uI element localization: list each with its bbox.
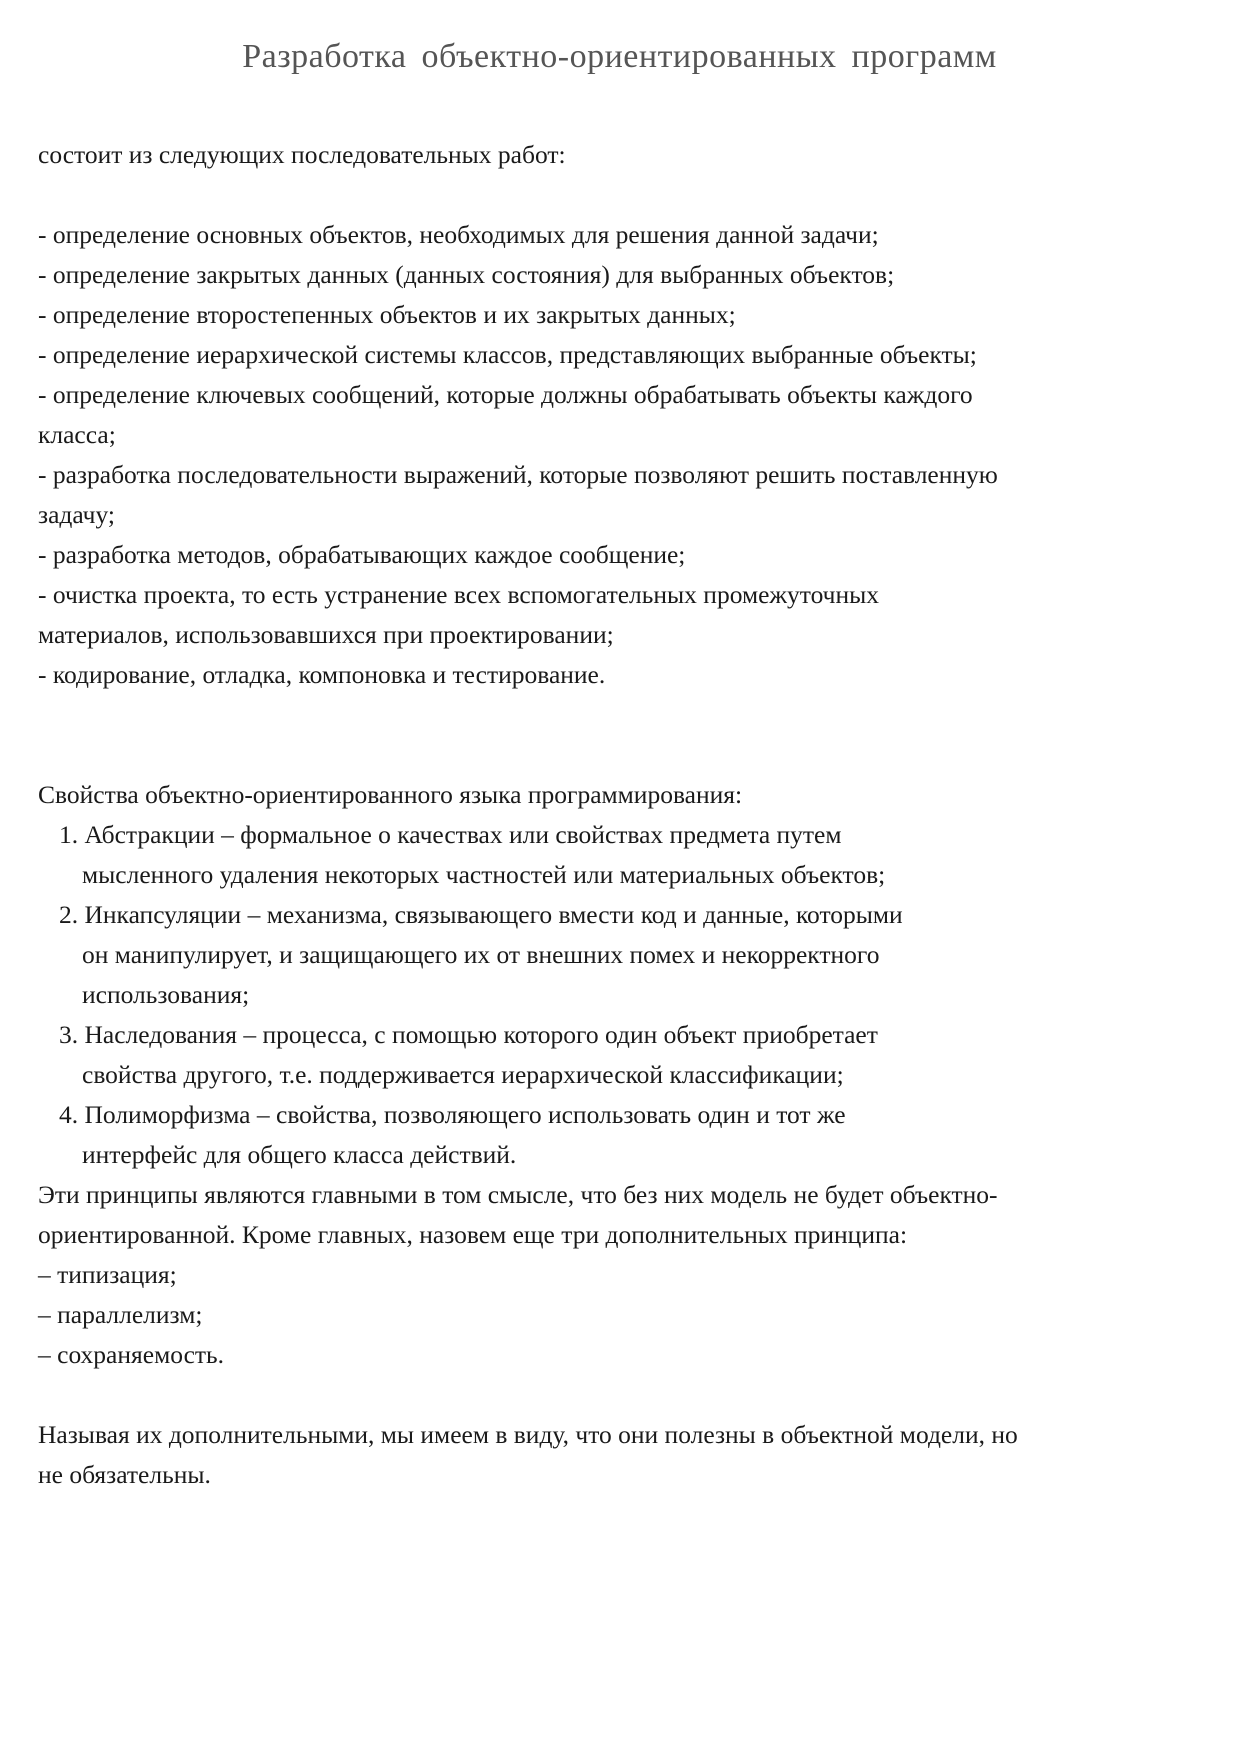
principles-line: ориентированной. Кроме главных, назовем еще три дополнительных принципа: xyxy=(38,1220,908,1249)
conclusion-line: не обязательны. xyxy=(38,1460,211,1489)
spacer xyxy=(38,695,1208,775)
property-line: 1. Абстракции – формальное о качествах или свойствах предмета путем xyxy=(59,820,842,849)
conclusion-block xyxy=(38,1415,1208,1495)
properties-heading: Свойства объектно-ориентированного языка программирования: xyxy=(38,780,743,809)
property-line: интерфейс для общего класса действий. xyxy=(82,1140,517,1169)
property-line: 2. Инкапсуляции – механизма, связывающего вмести код и данные, которыми xyxy=(59,900,903,929)
spacer xyxy=(38,1375,1208,1415)
step-line: задачу; xyxy=(38,500,115,529)
property-line: он манипулирует, и защищающего их от внешних помех и некорректного xyxy=(82,940,880,969)
principles-line: – типизация; xyxy=(38,1260,177,1289)
step-line: - определение второстепенных объектов и их закрытых данных; xyxy=(38,300,736,329)
intro-text: состоит из следующих последовательных работ: xyxy=(38,140,566,169)
step-line: - определение иерархической системы классов, представляющих выбранные объекты; xyxy=(38,340,977,369)
property-line: мысленного удаления некоторых частностей или материальных объектов; xyxy=(82,860,886,889)
property-line: свойства другого, т.е. поддерживается иерархической классификации; xyxy=(82,1060,844,1089)
page-title: Разработка объектно-ориентированных программ xyxy=(242,38,997,75)
spacer xyxy=(38,175,1208,215)
step-line: класса; xyxy=(38,420,116,449)
conclusion-line: Называя их дополнительными, мы имеем в виду, что они полезны в объектной модели, но xyxy=(38,1420,1018,1449)
steps-list xyxy=(38,215,1208,695)
step-line: - определение основных объектов, необходимых для решения данной задачи; xyxy=(38,220,879,249)
step-line: - определение ключевых сообщений, которые должны обрабатывать объекты каждого xyxy=(38,380,973,409)
step-line: - очистка проекта, то есть устранение всех вспомогательных промежуточных xyxy=(38,580,880,609)
step-line: - кодирование, отладка, компоновка и тестирование. xyxy=(38,660,606,689)
step-line: - разработка методов, обрабатывающих каждое сообщение; xyxy=(38,540,686,569)
step-line: - определение закрытых данных (данных состояния) для выбранных объектов; xyxy=(38,260,895,289)
step-line: материалов, использовавшихся при проектировании; xyxy=(38,620,614,649)
principles-line: Эти принципы являются главными в том смысле, что без них модель не будет объектно- xyxy=(38,1180,998,1209)
property-line: 3. Наследования – процесса, с помощью которого один объект приобретает xyxy=(59,1020,878,1049)
document-body xyxy=(38,135,1208,1495)
property-line: использования; xyxy=(82,980,250,1009)
principles-block xyxy=(38,1175,1208,1375)
principles-line: – параллелизм; xyxy=(38,1300,203,1329)
principles-line: – сохраняемость. xyxy=(38,1340,225,1369)
step-line: - разработка последовательности выражений, которые позволяют решить поставленную xyxy=(38,460,998,489)
property-line: 4. Полиморфизма – свойства, позволяющего использовать один и тот же xyxy=(59,1100,846,1129)
properties-list xyxy=(38,815,1208,1175)
